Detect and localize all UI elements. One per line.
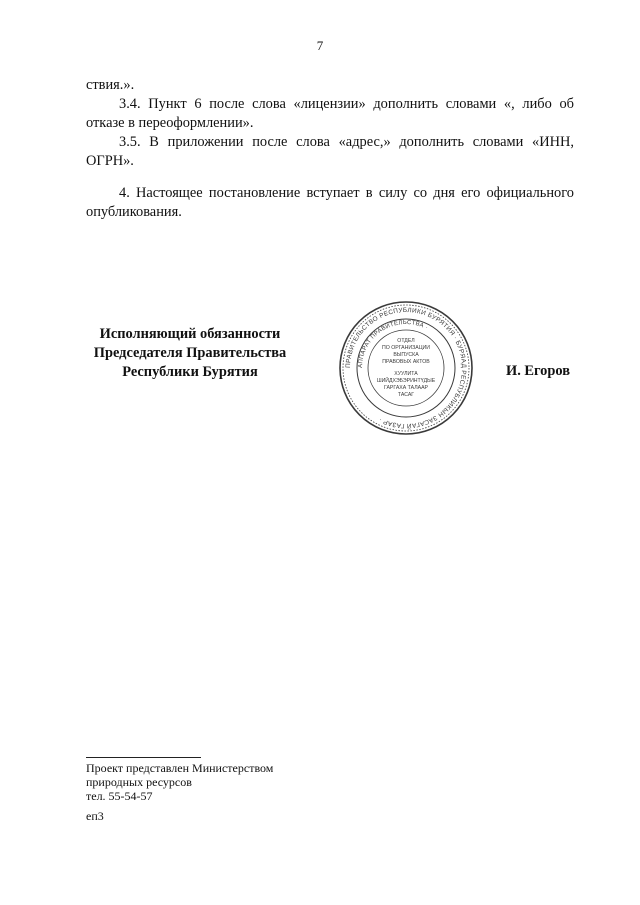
seal-center-line: ГАРГАХА ТАЛААР (383, 385, 429, 391)
signatory-title-line: Председателя Правительства (93, 345, 287, 361)
footnote-line: природных ресурсов (86, 775, 192, 789)
official-seal (338, 300, 474, 436)
seal-center-line: ВЫПУСКА (393, 352, 419, 358)
seal-center-line: ПО ОРГАНИЗАЦИИ (382, 345, 430, 351)
footnote (86, 761, 273, 803)
document-code: еп3 (86, 809, 104, 823)
seal-center-line: ХУУЛИТА (394, 371, 418, 377)
page-number: 7 (316, 38, 324, 53)
footnote-divider (86, 757, 201, 758)
footnote-line: Проект представлен Министерством (86, 761, 274, 775)
signatory-title-line: Республики Бурятия (122, 364, 258, 380)
paragraph-4: 4. Настоящее постановление вступает в силу со дня его официального опубликования. (86, 185, 574, 220)
footnote-line: тел. 55-54-57 (86, 789, 153, 803)
seal-center-line: ОТДЕЛ (397, 338, 415, 344)
seal-center-line: ТАСАГ (397, 392, 415, 398)
paragraph-3-4: 3.4. Пункт 6 после слова «лицензии» дополнить словами «, либо об отказе в переоформлении». (86, 96, 574, 131)
seal-middle-circle (357, 319, 455, 417)
seal-center-line: ПРАВОВЫХ АКТОВ (382, 359, 430, 365)
paragraph-3-5: 3.5. В приложении после слова «адрес,» дополнить словами «ИНН, ОГРН». (86, 134, 574, 169)
body-text-block-2 (86, 184, 574, 222)
seal-inner-text: АППАРАТ ПРАВИТЕЛЬСТВА · (357, 319, 429, 369)
paragraph-continuation: ствия.». (86, 77, 135, 93)
signatory-title (70, 325, 310, 382)
signatory-name: И. Егоров (506, 363, 570, 379)
signatory-title-line: Исполняющий обязанности (99, 326, 281, 342)
seal-center-line: ШИЙДХЭБЭРИНТҮДЫЕ (376, 378, 436, 384)
body-text-block-1 (86, 76, 574, 171)
seal-outer-text: ПРАВИТЕЛЬСТВО РЕСПУБЛИКИ БУРЯТИЯ · БУРЯАД РЕСПУБЛИКЫН ЗАСАГАЙ ГАЗАР · (344, 306, 468, 430)
